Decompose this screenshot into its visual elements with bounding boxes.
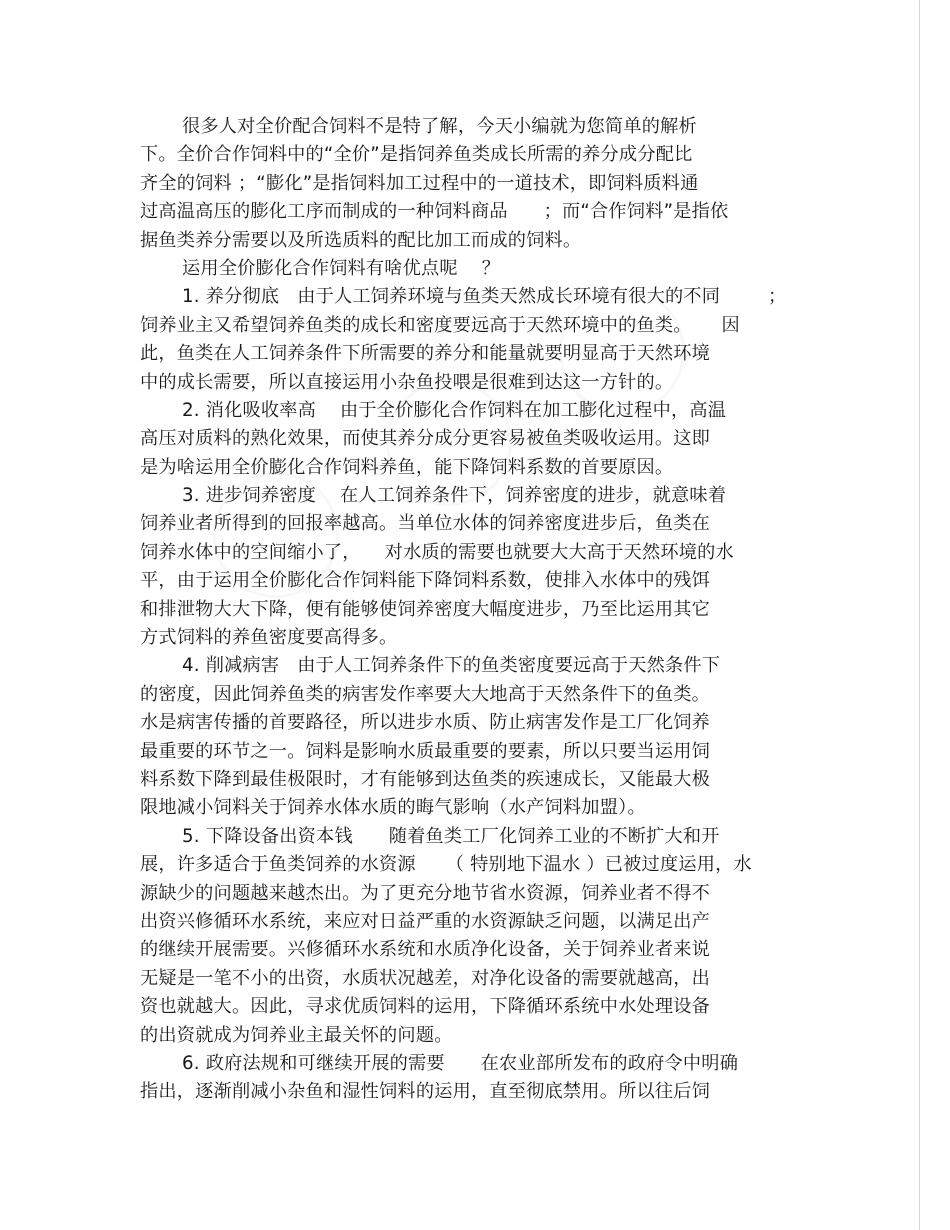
text-line: 限地减小饲料关于饲养水体水质的晦气影响（水产饲料加盟）。: [140, 797, 646, 819]
text-line: 饲养水体中的空间缩小了， 对水质的需要也就要大大高于天然环境的水: [140, 541, 734, 563]
text-line: 是为啥运用全价膨化合作饲料养鱼，能下降饲料系数的首要原因。: [140, 456, 674, 478]
text-line: 中的成长需要，所以直接运用小杂鱼投喂是很难到达这一方针的。: [140, 371, 674, 393]
text-line: 方式饲料的养鱼密度要高得多。: [140, 627, 398, 649]
text-line: 高压对质料的熟化效果，而使其养分成分更容易被鱼类吸收运用。这即: [140, 428, 711, 450]
text-line: 资也就越大。因此，寻求优质饲料的运用，下降循环系统中水处理设备: [140, 996, 711, 1018]
text-line: 平，由于运用全价膨化合作饲料能下降饲料系数，使排入水体中的残饵: [140, 570, 711, 592]
text-line: 饲养业者所得到的回报率越高。当单位水体的饲养密度进步后，鱼类在: [140, 513, 711, 535]
text-line: 的密度，因此饲养鱼类的病害发作率要大大地高于天然条件下的鱼类。: [140, 683, 711, 705]
text-line: 料系数下降到最佳极限时，才有能够到达鱼类的疾速成长，又能最大极: [140, 768, 711, 790]
text-line: 4. 削减病害 由于人工饲养条件下的鱼类密度要远高于天然条件下: [182, 655, 721, 677]
text-line: 无疑是一笔不小的出资，水质状况越差，对净化设备的需要就越高，出: [140, 967, 711, 989]
text-line: 展，许多适合于鱼类饲养的水资源 （ 特别地下温水 ）已被过度运用，水: [140, 854, 752, 876]
text-line: 过高温高压的膨化工序而制成的一种饲料商品 ；而“合作饲料”是指依: [140, 201, 729, 223]
text-line: 此，鱼类在人工饲养条件下所需要的养分和能量就要明显高于天然环境: [140, 343, 711, 365]
text-line: 据鱼类养分需要以及所选质料的配比加工而成的饲料。: [140, 229, 582, 251]
text-line: 很多人对全价配合饲料不是特了解，今天小编就为您简单的解析: [182, 116, 697, 137]
text-line: 1. 养分彻底 由于人工饲养环境与鱼类天然成长环境有很大的不同 ；: [182, 286, 787, 308]
text-line: 齐全的饲料 ；“膨化”是指饲料加工过程中的一道技术，即饲料质料通: [140, 172, 699, 194]
text-line: 源缺少的问题越来越杰出。为了更充分地节省水资源，饲养业者不得不: [140, 882, 711, 904]
text-line: 的继续开展需要。兴修循环水系统和水质净化设备，关于饲养业者来说: [140, 939, 711, 961]
page-edge-divider: [919, 0, 920, 1230]
text-line: 最重要的环节之一。饲料是影响水质最重要的要素，所以只要当运用饲: [140, 740, 711, 762]
text-line: 出资兴修循环水系统，来应对日益严重的水资源缺乏问题，以满足出产: [140, 910, 711, 932]
page-margin-right: [920, 0, 950, 1230]
text-line: 饲养业主又希望饲养鱼类的成长和密度要远高于天然环境中的鱼类。 因: [140, 314, 740, 336]
text-line: 和排泄物大大下降，便有能够使饲养密度大幅度进步，乃至比运用其它: [140, 598, 711, 620]
text-line: 5. 下降设备出资本钱 随着鱼类工厂化饲养工业的不断扩大和开: [182, 825, 720, 847]
text-line: 2. 消化吸收率高 由于全价膨化合作饲料在加工膨化过程中，高温: [182, 399, 727, 421]
text-line: 运用全价膨化合作饲料有啥优点呢 ？: [182, 257, 501, 279]
text-line: 3. 进步饲养密度 在人工饲养条件下，饲养密度的进步，就意味着: [182, 485, 727, 507]
text-line: 的出资就成为饲养业主最关怀的问题。: [140, 1024, 453, 1046]
text-line: 指出，逐渐削减小杂鱼和湿性饲料的运用，直至彻底禁用。所以往后饲: [140, 1081, 711, 1103]
text-line: 水是病害传播的首要路径，所以进步水质、防止病害发作是工厂化饲养: [140, 712, 711, 734]
document-body: [140, 113, 830, 1107]
text-line: 6. 政府法规和可继续开展的需要 在农业部所发布的政府令中明确: [182, 1052, 739, 1074]
text-line: 下。全价合作饲料中的“全价”是指饲养鱼类成长所需的养分成分配比: [140, 144, 693, 166]
